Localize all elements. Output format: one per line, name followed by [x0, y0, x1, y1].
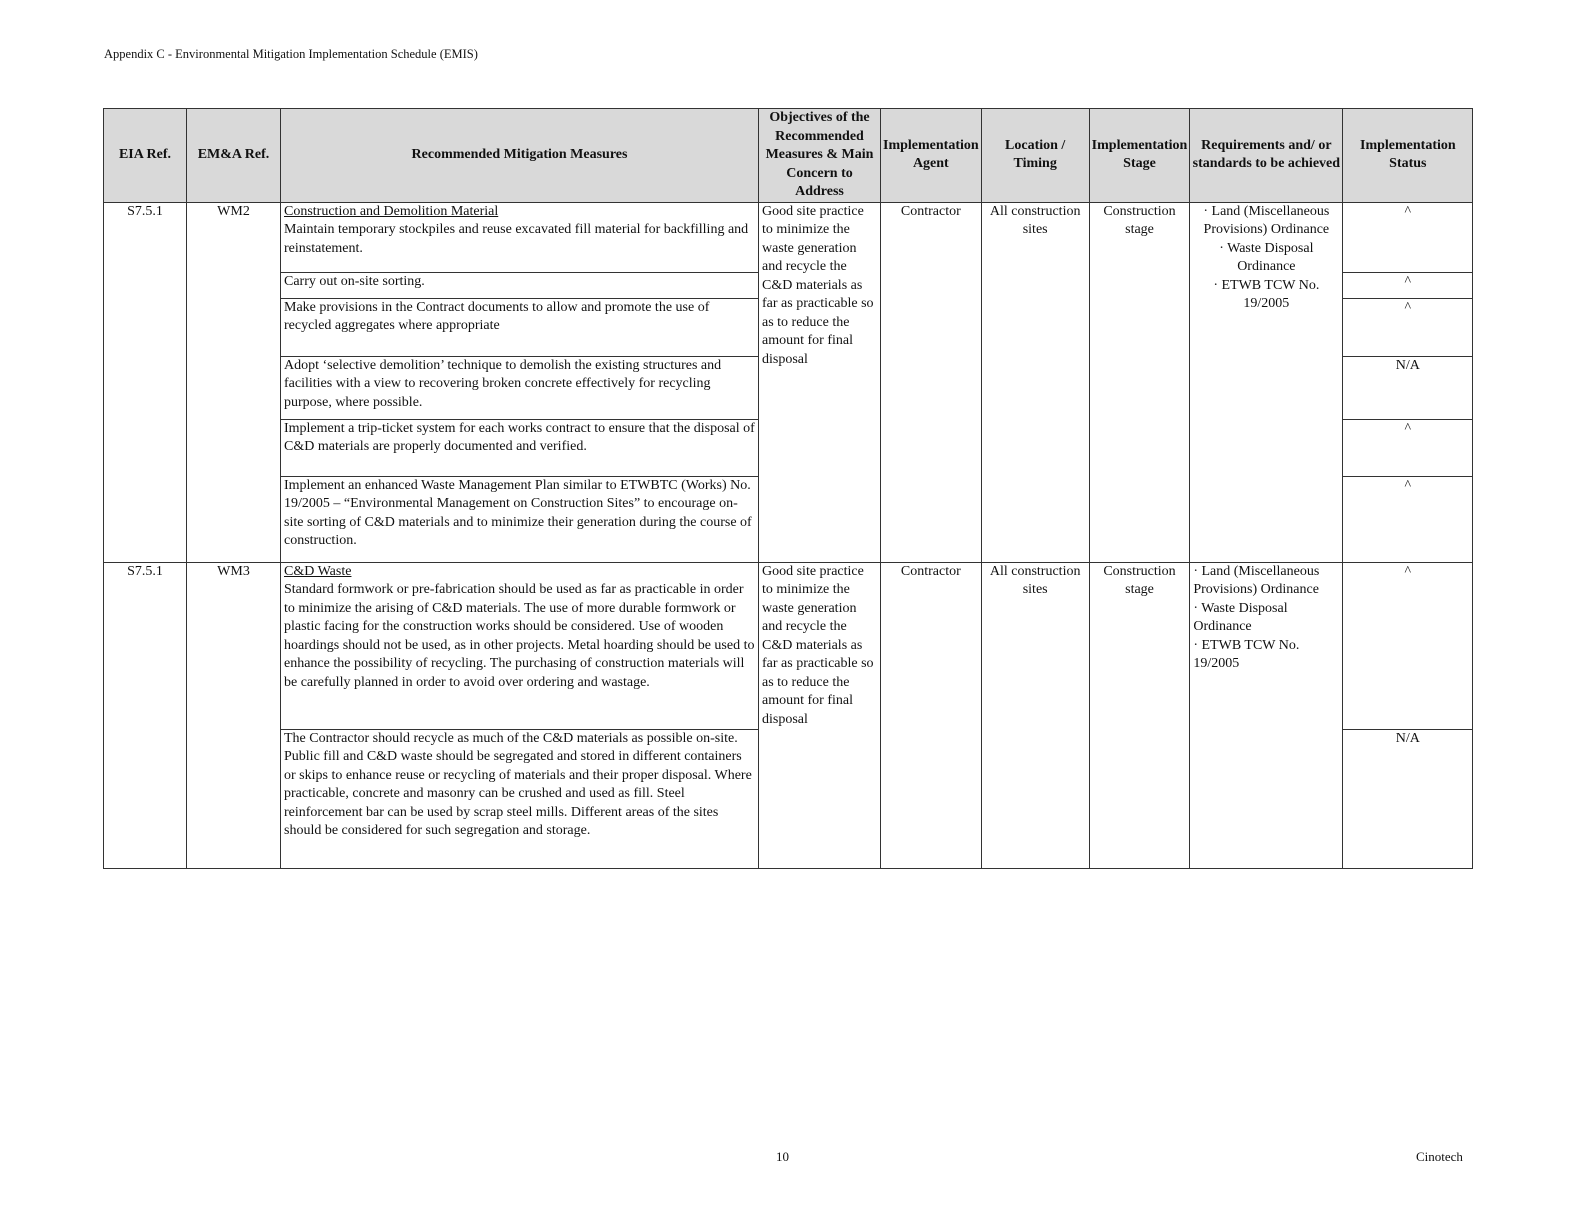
objective-cell: Good site practice to minimize the waste generation and recycle the C&D materials as far as practicable so as to reduce the amount for final disposal [759, 202, 881, 562]
measure-cell: Implement a trip-ticket system for each works contract to ensure that the disposal of C&D materials are properly documented and verified. [281, 419, 759, 476]
requirement-item: · Land (Miscellaneous Provisions) Ordinance [1193, 563, 1320, 597]
location-cell: All construction sites [981, 202, 1089, 562]
measure-heading: Construction and Demolition Material [284, 203, 499, 219]
status-cell: ^ [1343, 272, 1473, 298]
status-cell: N/A [1343, 356, 1473, 419]
requirement-item: · Waste Disposal Ordinance [1193, 600, 1288, 634]
requirement-item: · Waste Disposal Ordinance [1219, 240, 1314, 274]
measure-cell [281, 562, 759, 729]
ema-ref-cell: WM3 [187, 562, 281, 868]
requirement-item: · ETWB TCW No. 19/2005 [1193, 637, 1300, 671]
measure-text: Maintain temporary stockpiles and reuse excavated fill material for backfilling and reinstatement. [284, 222, 749, 256]
location-cell: All construction sites [981, 562, 1089, 868]
objective-cell: Good site practice to minimize the waste generation and recycle the C&D materials as far as practicable so as to reduce the amount for final disposal [759, 562, 881, 868]
stage-cell: Construction stage [1089, 562, 1190, 868]
ema-ref-cell: WM2 [187, 202, 281, 562]
requirement-item: · ETWB TCW No. 19/2005 [1213, 277, 1320, 311]
col-header-eia-ref: EIA Ref. [104, 109, 187, 203]
status-cell: ^ [1343, 476, 1473, 562]
measure-text: Standard formwork or pre-fabrication should be used as far as practicable in order to minimize the arising of C&D materials. The use of more durable formwork or plastic facing for the construction works should be considered. Use of wooden hoardings should not be used, as in other projects. Metal hoarding should be used to enhance the possibility of recycling. The purchasing of construction materials will be carefully planned in order to avoid over ordering and wastage. [284, 582, 755, 690]
requirement-item: · Land (Miscellaneous Provisions) Ordinance [1203, 203, 1330, 237]
col-header-agent: Implementation Agent [881, 109, 982, 203]
col-header-stage: Implementation Stage [1089, 109, 1190, 203]
table-row [104, 202, 1473, 272]
measure-cell: Carry out on-site sorting. [281, 272, 759, 298]
eia-ref-cell: S7.5.1 [104, 202, 187, 562]
status-cell: ^ [1343, 419, 1473, 476]
status-cell: ^ [1343, 562, 1473, 729]
col-header-measures: Recommended Mitigation Measures [281, 109, 759, 203]
measure-cell: Adopt ‘selective demolition’ technique to demolish the existing structures and facilities with a view to recovering broken concrete effectively for recycling purpose, where possible. [281, 356, 759, 419]
measure-cell: The Contractor should recycle as much of the C&D materials as possible on-site. Public fill and C&D waste should be segregated and stored in different containers or skips to enhance reuse or recycling of materials and their proper disposal. Where practicable, concrete and masonry can be crushed and used as fill. Steel reinforcement bar can be used by scrap steel mills. Different areas of the sites should be considered for such segregation and storage. [281, 729, 759, 868]
stage-cell: Construction stage [1089, 202, 1190, 562]
eia-ref-cell: S7.5.1 [104, 562, 187, 868]
page-number: 10 [776, 1149, 789, 1164]
col-header-ema-ref: EM&A Ref. [187, 109, 281, 203]
status-cell: ^ [1343, 202, 1473, 272]
col-header-status: Implementation Status [1343, 109, 1473, 203]
agent-cell: Contractor [881, 202, 982, 562]
measure-heading: C&D Waste [284, 563, 352, 579]
agent-cell: Contractor [881, 562, 982, 868]
measure-cell: Make provisions in the Contract documents to allow and promote the use of recycled aggregates where appropriate [281, 298, 759, 356]
status-cell: ^ [1343, 298, 1473, 356]
measure-cell: Implement an enhanced Waste Management Plan similar to ETWBTC (Works) No. 19/2005 – “Environmental Management on Construction Sites” to encourage on-site sorting of C&D materials and to minimize their generation during the course of construction. [281, 476, 759, 562]
page-header-title: Appendix C - Environmental Mitigation Implementation Schedule (EMIS) [104, 47, 478, 61]
emis-table [103, 108, 1473, 869]
requirements-cell [1190, 202, 1343, 562]
table-row [104, 562, 1473, 729]
company-name: Cinotech [1416, 1149, 1463, 1164]
requirements-cell [1190, 562, 1343, 868]
col-header-requirements: Requirements and/ or standards to be achieved [1190, 109, 1343, 203]
measure-cell [281, 202, 759, 272]
col-header-objectives: Objectives of the Recommended Measures & Main Concern to Address [759, 109, 881, 203]
table-header-row [104, 109, 1473, 203]
status-cell: N/A [1343, 729, 1473, 868]
col-header-location: Location / Timing [981, 109, 1089, 203]
